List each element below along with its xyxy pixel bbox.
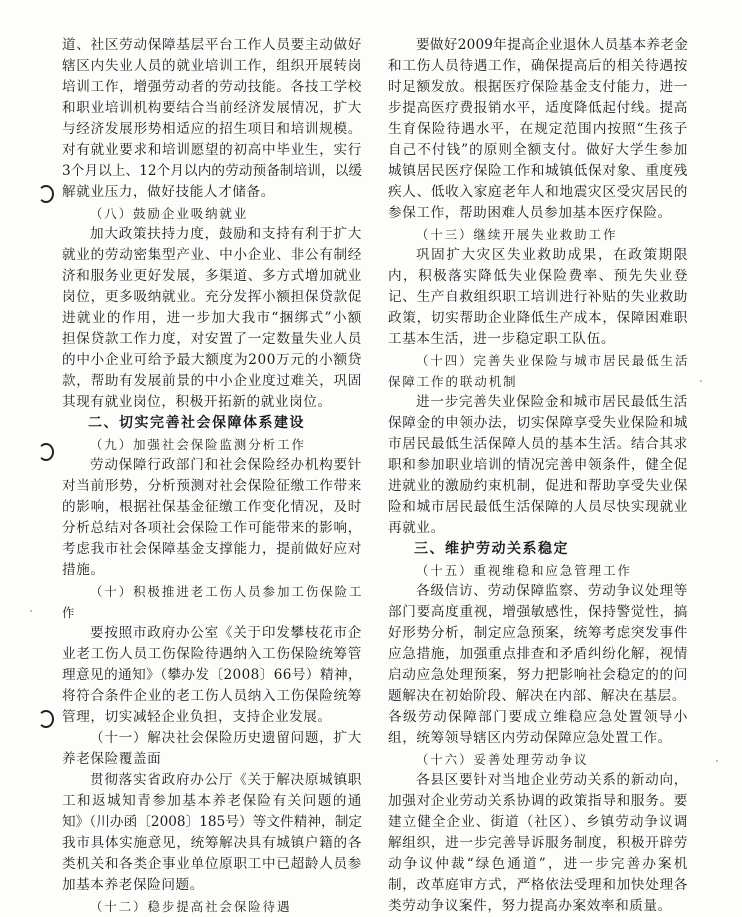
paragraph-end-line: 组，统筹领导辖区内劳动保障应急处置工作。 [388, 730, 672, 746]
text-line: 部门要高度重视，增强敏感性，保持警觉性，搞 [388, 604, 688, 620]
text-line: 进就业的激励约束机制，促进和帮助享受失业保 [388, 478, 688, 494]
text-line: 理意见的通知》（攀办发〔2008〕66号）精神， [62, 667, 362, 683]
paragraph-start-line: 要按照市政府办公室《关于印发攀枝花市企 [90, 625, 362, 641]
scan-speck [716, 760, 718, 762]
paragraph-start-line: （十一）解决社会保险历史遗留问题，扩大 [90, 730, 362, 746]
paragraph-end-line: 措施。 [62, 562, 105, 578]
subsection-heading: （十六）妥善处理劳动争议 [416, 752, 589, 767]
paragraph-end-line: 类劳动争议案件，努力提高办案效率和质量。 [388, 898, 672, 914]
text-line: 济和服务业更好发展，多渠道、多方式增加就业 [62, 268, 362, 284]
binding-hole-mark [38, 710, 54, 728]
text-line: 制，改革庭审方式，严格依法受理和加快处理各 [388, 877, 688, 893]
right-column [388, 35, 688, 917]
text-line: 道、社区劳动保障基层平台工作人员要主动做好 [62, 37, 362, 53]
text-line: 考虑我市社会保障基金支撑能力，提前做好应对 [62, 541, 362, 557]
text-line: 建立健全企业、街道（社区）、乡镇劳动争议调 [388, 814, 688, 830]
left-column [62, 35, 362, 917]
text-line: 业老工伤人员工伤保险待遇纳入工伤保险统筹管 [62, 646, 362, 662]
text-line: 各级劳动保障部门要成立维稳应急处置领导小 [388, 709, 688, 725]
text-line: 进就业的作用，进一步加大我市“捆绑式”小额 [62, 310, 362, 326]
section-heading: 三、维护劳动关系稳定 [414, 541, 569, 557]
subsection-heading: （九）加强社会保险监测分析工作 [90, 437, 306, 452]
paragraph-end-line: 管理，切实减轻企业负担，支持企业发展。 [62, 709, 332, 725]
text-line: 分析总结对各项社会保险工作可能带来的影响， [62, 520, 362, 536]
scan-speck [30, 610, 32, 612]
paragraph-start-line: 进一步完善失业保险金和城市居民最低生活 [416, 394, 688, 410]
text-line: 对当前形势，分析预测对社会保险征缴工作带来 [62, 478, 362, 494]
text-line: 我市具体实施意见，统筹解决具有城镇户籍的各 [62, 835, 362, 851]
text-line: 培训工作，增强劳动者的劳动技能。各技工学校 [62, 79, 362, 95]
text-line: 好形势分析，制定应急预案，统筹考虑突发事件 [388, 625, 688, 641]
subsection-heading-continued: 保障工作的联动机制 [388, 374, 518, 389]
paragraph-start-line: 巩固扩大灾区失业救助成果，在政策期限 [416, 247, 688, 263]
paragraph-start-line: 各级信访、劳动保障监察、劳动争议处理等 [416, 583, 688, 599]
text-line: 类机关和各类企事业单位原职工中已超龄人员参 [62, 856, 362, 872]
paragraph-end-line: 题解决在初始阶段、解决在内部、解决在基层。 [388, 688, 687, 704]
text-line: 和职业培训机构要结合当前经济发展情况，扩大 [62, 100, 362, 116]
text-line: 市居民最低生活保障人员的基本生活。结合其求 [388, 436, 688, 452]
binding-hole-mark [38, 185, 54, 203]
text-line: 款，帮助有发展前景的中小企业度过难关，巩固 [62, 373, 362, 389]
text-line: 和工伤人员待遇工作，确保提高后的相关待遇按 [388, 58, 688, 74]
text-line: 的影响，根据社保基金征缴工作变化情况，及时 [62, 499, 362, 515]
subsection-heading: （八）鼓励企业吸纳就业 [90, 206, 249, 221]
paragraph-end-line: 参保工作，帮助困难人员参加基本医疗保险。 [388, 205, 672, 221]
text-line: 时足额发放。根据医疗保险基金支付能力，进一 [388, 79, 688, 95]
text-line: 城镇居民医疗保险工作和城镇低保对象、重度残 [388, 163, 688, 179]
paragraph-start-line: 贯彻落实省政府办公厅《关于解决原城镇职 [90, 772, 362, 788]
paragraph-start-line: 加大政策扶持力度，鼓励和支持有利于扩大 [90, 226, 362, 242]
text-line: 岗位，更多吸纳就业。充分发挥小额担保贷款促 [62, 289, 362, 305]
paragraph-start-line: 要做好2009年提高企业退休人员基本养老金 [416, 37, 688, 53]
paragraph-end-line: 加基本养老保险问题。 [62, 877, 204, 893]
subsection-heading: （十）积极推进老工伤人员参加工伤保险工 [90, 584, 364, 599]
text-line: 对有就业要求和培训愿望的初高中毕业生，实行 [62, 142, 362, 158]
text-line: 生育保险待遇水平，在规定范围内按照“生孩子 [388, 121, 688, 137]
text-line: 3个月以上、12个月以内的劳动预备制培训，以缓 [62, 163, 362, 179]
text-line: 政策，切实帮助企业降低生产成本，保障困难职 [388, 310, 688, 326]
section-heading: 二、切实完善社会保障体系建设 [88, 415, 305, 431]
text-line: 就业的劳动密集型产业、中小企业、非公有制经 [62, 247, 362, 263]
text-line: 步提高医疗费报销水平，适度降低起付线。提高 [388, 100, 688, 116]
text-line: 保障金的申领办法，切实保障享受失业保险和城 [388, 415, 688, 431]
scan-speck [640, 140, 642, 142]
subsection-heading-continued: 作 [62, 605, 77, 620]
paragraph-end-line: 其现有就业岗位，积极开拓新的就业岗位。 [62, 394, 332, 410]
text-line: 的中小企业可给予最大额度为200万元的小额贷 [62, 352, 362, 368]
binding-hole-mark [38, 443, 54, 461]
paragraph-end-line: 解就业压力，做好技能人才储备。 [62, 184, 275, 200]
subsection-heading: （十二）稳步提高社会保险待遇 [90, 899, 292, 914]
text-line: 记、生产自救组织职工培训进行补贴的失业救助 [388, 289, 688, 305]
text-line: 疾人、低收入家庭老年人和地震灾区受灾居民的 [388, 184, 688, 200]
text-line: 险和城市居民最低生活保障的人员尽快实现就业 [388, 499, 688, 515]
scan-speck [700, 380, 702, 382]
paragraph-start-line: 各县区要针对当地企业劳动关系的新动向， [416, 772, 688, 788]
subsection-heading: （十三）继续开展失业救助工作 [416, 227, 618, 242]
text-line: 与经济发展形势相适应的招生项目和培训规模。 [62, 121, 362, 137]
text-line: 知》（川办函〔2008〕185号）等文件精神，制定 [62, 814, 362, 830]
text-line: 担保贷款工作力度，对安置了一定数量失业人员 [62, 331, 362, 347]
text-line: 应急措施，加强重点排查和矛盾纠纷化解，视情 [388, 646, 688, 662]
text-line: 加强对企业劳动关系协调的政策指导和服务。要 [388, 793, 688, 809]
paragraph-end-line: 养老保险覆盖面 [62, 751, 162, 767]
text-line: 职和参加职业培训的情况完善申领条件，健全促 [388, 457, 688, 473]
subsection-heading: （十五）重视维稳和应急管理工作 [416, 563, 632, 578]
text-line: 将符合条件企业的老工伤人员纳入工伤保险统筹 [62, 688, 362, 704]
text-line: 工和返城知青参加基本养老保险有关问题的通 [62, 793, 362, 809]
paragraph-end-line: 再就业。 [388, 520, 445, 536]
text-line: 解组织，进一步完善导诉服务制度，积极开辟劳 [388, 835, 688, 851]
text-line: 动争议仲裁“绿色通道”，进一步完善办案机 [388, 856, 688, 872]
paragraph-start-line: 劳动保障行政部门和社会保险经办机构要针 [90, 457, 362, 473]
subsection-heading: （十四）完善失业保险与城市居民最低生活 [416, 353, 690, 368]
text-line: 内，积极落实降低失业保险费率、预先失业登 [388, 268, 688, 284]
text-line: 启动应急处理预案，努力把影响社会稳定的的问 [388, 667, 688, 683]
text-line: 辖区内失业人员的就业培训工作，组织开展转岗 [62, 58, 362, 74]
paragraph-end-line: 工基本生活，进一步稳定职工队伍。 [388, 331, 616, 347]
text-line: 自己不付钱”的原则全额支付。做好大学生参加 [388, 142, 688, 158]
